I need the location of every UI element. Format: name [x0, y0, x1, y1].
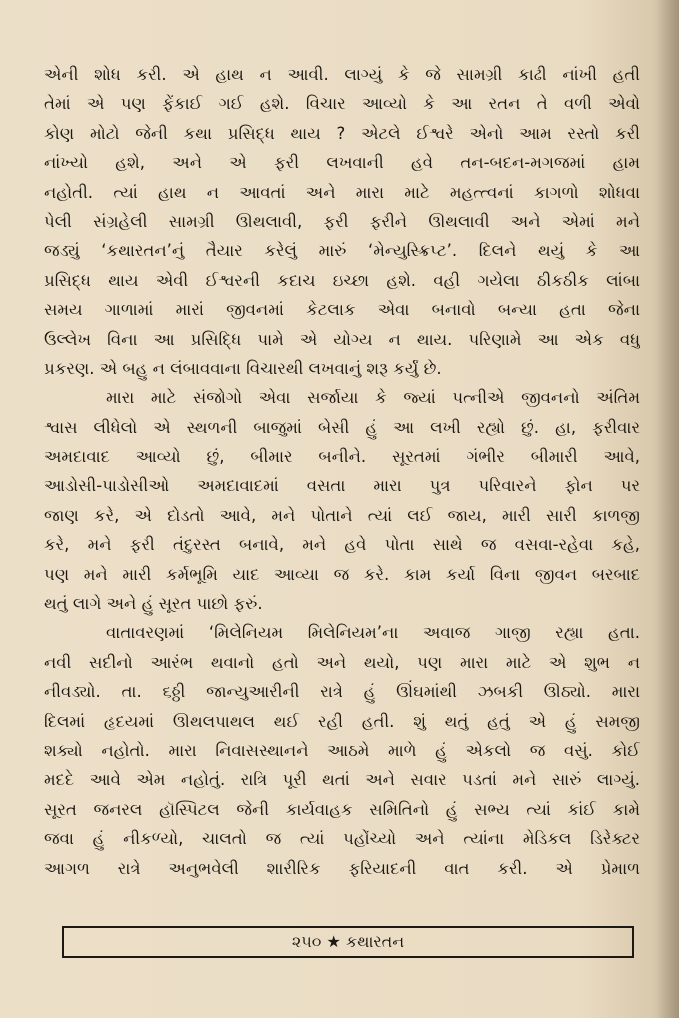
text-line: પ્રકરણ. એ બહુ ન લંબાવવાના વિચારથી લખવાનું શરૂ કર્યું છે. — [44, 358, 442, 378]
text-line: આડોસી-પાડોસીઓ અમદાવાદમાં વસતા મારા પુત્ર પરિવારને ફોન પર — [44, 476, 640, 496]
text-line: આગળ રાત્રે અનુભવેલી શારીરિક ફરિયાદની વાત કરી. એ પ્રેમાળ — [44, 858, 640, 878]
text-line: કોણ મોટો જેની કથા પ્રસિદ્ધ થાય ? એટલે ઈશ્વરે એનો આમ રસ્તો કરી — [44, 123, 640, 143]
text-line: શક્યો નહોતો. મારા નિવાસસ્થાનને આઠમે માળે હું એકલો જ વસું. કોઈ — [44, 740, 640, 760]
text-line: ઉલ્લેખ વિના આ પ્રસિદ્ધિ પામે એ યોગ્ય ન થાય. પરિણામે આ એક વધુ — [44, 329, 640, 349]
paragraph-start-line: મારા માટે સંજોગો એવા સર્જાયા કે જ્યાં પત્નીએ જીવનનો અંતિમ — [106, 388, 640, 408]
text-line: સૂરત જનરલ હૉસ્પિટલ જેની કાર્યવાહક સમિતિનો હું સભ્ય ત્યાં કાંઈ કામે — [44, 799, 640, 819]
text-line: કરે, મને ફરી તંદુરસ્ત બનાવે, મને હવે પોતા સાથે જ વસવા-રહેવા કહે, — [44, 535, 640, 555]
text-line: એની શોધ કરી. એ હાથ ન આવી. લાગ્યું કે જે સામગ્રી કાઢી નાંખી હતી — [44, 65, 640, 84]
text-line: નહોતી. ત્યાં હાથ ન આવતાં અને મારા માટે મહત્ત્વનાં કાગળો શોધવા — [44, 182, 640, 202]
page-number-footer-label: ૨૫૦ ★ કથારતન — [291, 932, 405, 951]
text-line: શ્વાસ લીધેલો એ સ્થળની બાજુમાં બેસી હું આ લખી રહ્યો છું. હા, ફરીવાર — [44, 417, 640, 437]
text-line: મદદે આવે એમ નહોતું. રાત્રિ પૂરી થતાં અને સવાર પડતાં મને સારું લાગ્યું. — [44, 770, 640, 790]
text-line: જાણ કરે, એ દોડતો આવે, મને પોતાને ત્યાં લઈ જાય, મારી સારી કાળજી — [44, 505, 640, 525]
page-footer — [62, 926, 634, 958]
paragraph-start-line: વાતાવરણમાં ‘મિલેનિયમ મિલેનિયમ’ના અવાજ ગાજી રહ્યા હતા. — [106, 623, 640, 643]
text-line: જડ્યું ‘કથારતન’નું તૈયાર કરેલું મારું ‘મેન્યુસ્ક્રિપ્ટ’. દિલને થયું કે આ — [44, 241, 640, 261]
page-gutter-shadow — [657, 0, 679, 1018]
text-line: નાંખ્યો હશે, અને એ ફરી લખવાની હવે તન-બદન-મગજમાં હામ — [44, 153, 640, 173]
text-line: સમય ગાળામાં મારાં જીવનમાં કેટલાક એવા બનાવો બન્યા હતા જેના — [44, 300, 640, 320]
body-text — [44, 60, 640, 883]
text-line: તેમાં એ પણ ફેંકાઈ ગઈ હશે. વિચાર આવ્યો કે આ રતન તે વળી એવો — [44, 94, 640, 114]
text-line: પણ મને મારી કર્મભૂમિ યાદ આવ્યા જ કરે. કામ કર્યા વિના જીવન બરબાદ — [44, 564, 640, 584]
text-line: થતું લાગે અને હું સૂરત પાછો ફરું. — [44, 594, 263, 614]
text-line: નીવડ્યો. તા. ૬ઠ્ઠી જાન્યુઆરીની રાત્રે હું ઊંઘમાંથી ઝબકી ઊઠ્યો. મારા — [44, 682, 640, 702]
text-line: દિલમાં હૃદયમાં ઊથલપાથલ થઈ રહી હતી. શું થતું હતું એ હું સમજી — [44, 711, 640, 731]
text-line: અમદાવાદ આવ્યો છું, બીમાર બનીને. સૂરતમાં ગંભીર બીમારી આવે, — [44, 447, 640, 467]
text-line: પ્રસિદ્ધ થાય એવી ઈશ્વરની કદાચ ઇચ્છા હશે. વહી ગયેલા ઠીકઠીક લાંબા — [44, 270, 640, 290]
text-line: પેલી સંગ્રહેલી સામગ્રી ઊથલાવી, ફરી ફરીને ઊથલાવી અને એમાં મને — [44, 211, 640, 231]
text-line: જવા હું નીકળ્યો, ચાલતો જ ત્યાં પહોંચ્યો અને ત્યાંના મેડિકલ ડિરેક્ટર — [44, 829, 640, 849]
text-line: નવી સદીનો આરંભ થવાનો હતો અને થયો, પણ મારા માટે એ શુભ ન — [44, 652, 640, 672]
